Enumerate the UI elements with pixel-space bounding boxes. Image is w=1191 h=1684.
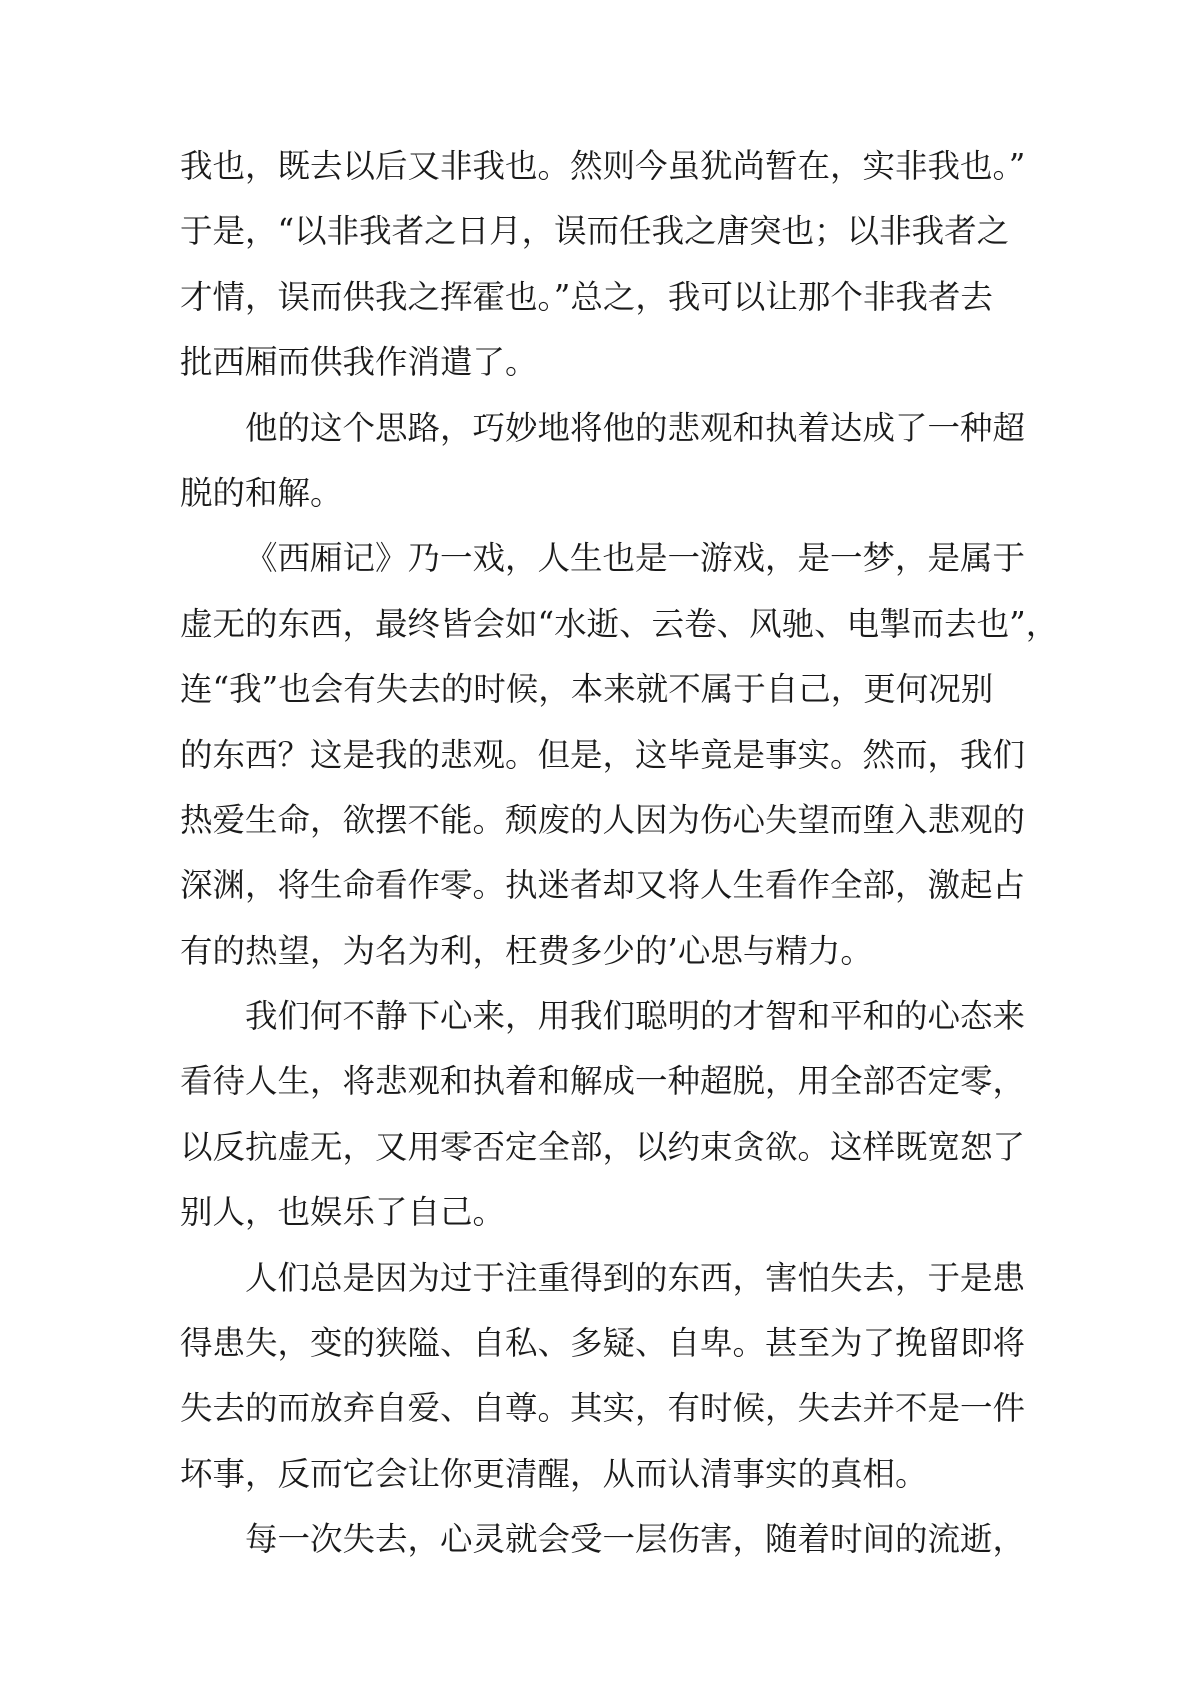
text-line: 坏事，反而它会让你更清醒，从而认清事实的真相。 [180, 1454, 928, 1493]
text-line: 虚无的东西，最终皆会如“水逝、云卷、风驰、电掣而去也”， [180, 604, 1059, 643]
text-line: 以反抗虚无，又用零否定全部，以约束贪欲。这样既宽恕了 [180, 1127, 1026, 1166]
text-line: 他的这个思路，巧妙地将他的悲观和执着达成了一种超 [245, 408, 1026, 447]
paragraph-3 [180, 526, 1059, 984]
text-line: 脱的和解。 [180, 473, 343, 512]
text-line: 热爱生命，欲摆不能。颓废的人因为伤心失望而堕入悲观的 [180, 800, 1026, 839]
paragraph-4 [180, 984, 1026, 1246]
text-line: 别人，也娱乐了自己。 [180, 1193, 506, 1232]
paragraph-1 [180, 134, 1026, 396]
text-line: 连“我”也会有失去的时候，本来就不属于自己，更何况别 [180, 670, 994, 709]
text-line: 看待人生，将悲观和执着和解成一种超脱，用全部否定零， [180, 1062, 1026, 1101]
text-line: 深渊，将生命看作零。执迷者却又将人生看作全部，激起占 [180, 866, 1026, 905]
paragraph-2 [180, 396, 1026, 527]
text-line: 我也，既去以后又非我也。然则今虽犹尚暂在，实非我也。” [180, 147, 1026, 185]
text-line: 《西厢记》乃一戏，人生也是一游戏，是一梦，是属于 [245, 539, 1026, 578]
text-line: 于是，“以非我者之日月，误而任我之唐突也；以非我者之 [180, 212, 1010, 251]
text-line: 批西厢而供我作消遣了。 [180, 343, 538, 382]
paragraph-6 [180, 1507, 1026, 1572]
paragraph-5 [180, 1246, 1026, 1508]
text-line: 得患失，变的狭隘、自私、多疑、自卑。甚至为了挽留即将 [180, 1324, 1026, 1363]
text-line: 的东西？这是我的悲观。但是，这毕竟是事实。然而，我们 [180, 735, 1026, 774]
body-text [180, 134, 1059, 1573]
text-line: 有的热望，为名为利，枉费多少的’心思与精力。 [180, 931, 873, 970]
text-line: 才情，误而供我之挥霍也。”总之，我可以让那个非我者去 [180, 277, 993, 316]
text-line: 失去的而放弃自爱、自尊。其实，有时候，失去并不是一件 [180, 1389, 1026, 1428]
text-line: 人们总是因为过于注重得到的东西，害怕失去，于是患 [245, 1258, 1026, 1297]
text-line: 我们何不静下心来，用我们聪明的才智和平和的心态来 [245, 997, 1026, 1036]
text-line: 每一次失去，心灵就会受一层伤害，随着时间的流逝， [245, 1520, 1026, 1559]
